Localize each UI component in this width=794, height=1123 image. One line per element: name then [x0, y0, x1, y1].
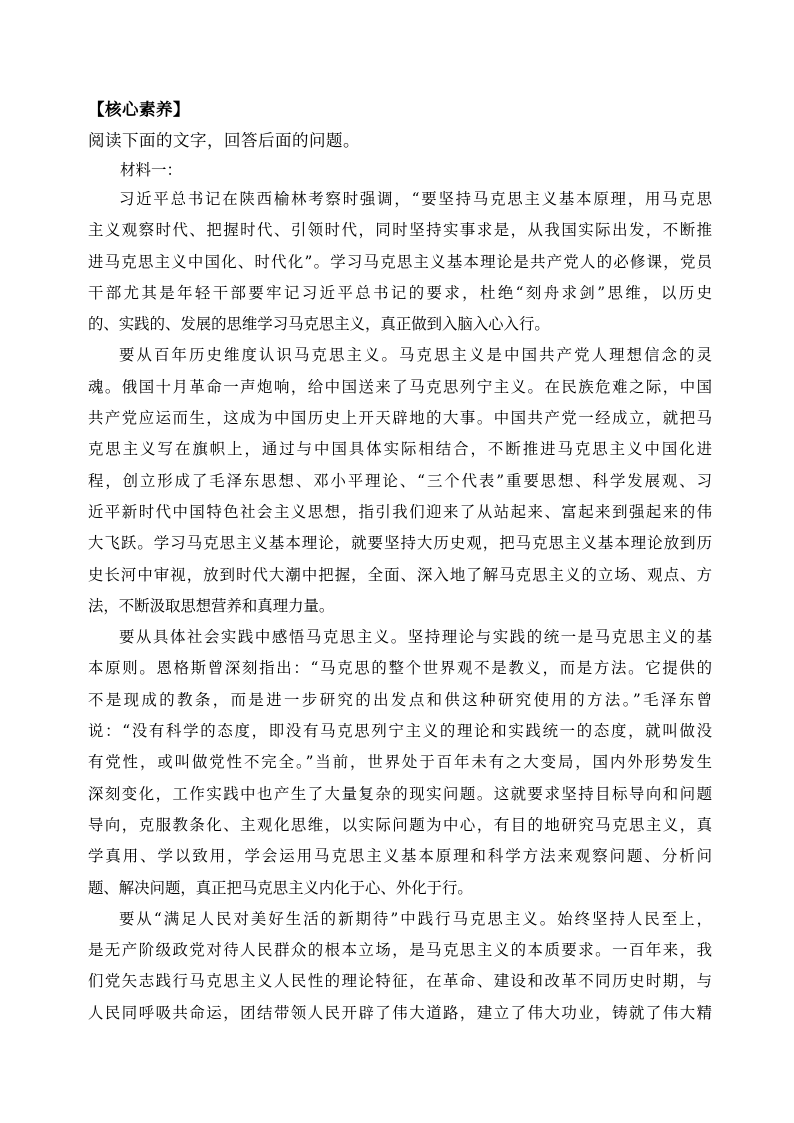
paragraph-1-line: 进马克思主义中国化、时代化”。学习马克思主义基本理论是共产党人的必修课，党员	[88, 252, 712, 271]
paragraph-4-line: 人民同呼吸共命运，团结带领人民开辟了伟大道路，建立了伟大功业，铸就了伟大精	[88, 1003, 712, 1022]
paragraph-2-line: 要从百年历史维度认识马克思主义。马克思主义是中国共产党人理想信念的灵	[119, 346, 712, 365]
paragraph-2-line: 程，创立形成了毛泽东思想、邓小平理论、“三个代表”重要思想、科学发展观、习	[88, 471, 712, 490]
instruction-text: 阅读下面的文字，回答后面的问题。	[88, 131, 360, 150]
paragraph-3-line: 深刻变化，工作实践中也产生了大量复杂的现实问题。这就要求坚持目标导向和问题	[88, 784, 712, 803]
material-label: 材料一：	[120, 161, 183, 179]
section-heading: 【核心素养】	[88, 100, 190, 119]
paragraph-2-line: 大飞跃。学习马克思主义基本理论，就要坚持大历史观，把马克思主义基本理论放到历	[88, 534, 712, 553]
paragraph-2-line: 克思主义写在旗帜上，通过与中国具体实际相结合，不断推进马克思主义中国化进	[88, 440, 712, 459]
paragraph-4-line: 要从“满足人民对美好生活的新期待”中践行马克思主义。始终坚持人民至上，	[119, 909, 712, 928]
paragraph-1-line: 主义观察时代、把握时代、引领时代，同时坚持实事求是，从我国实际出发，不断推	[88, 221, 712, 240]
paragraph-3-line: 有党性，或叫做党性不完全。”当前，世界处于百年未有之大变局，国内外形势发生	[88, 753, 712, 772]
paragraph-2-line: 魂。俄国十月革命一声炮响，给中国送来了马克思列宁主义。在民族危难之际，中国	[88, 377, 712, 396]
paragraph-3-line: 导向，克服教条化、主观化思维，以实际问题为中心，有目的地研究马克思主义，真	[88, 815, 712, 834]
paragraph-2-line: 史长河中审视，放到时代大潮中把握，全面、深入地了解马克思主义的立场、观点、方	[88, 565, 712, 584]
paragraph-1-line: 干部尤其是年轻干部要牢记习近平总书记的要求，杜绝“刻舟求剑”思维，以历史	[88, 283, 712, 302]
article-body	[88, 184, 712, 1029]
paragraph-3-line: 不是现成的教条，而是进一步研究的出发点和供这种研究使用的方法。”毛泽东曾	[88, 690, 712, 709]
paragraph-3-line: 说：“没有科学的态度，即没有马克思列宁主义的理论和实践统一的态度，就叫做没	[88, 722, 712, 741]
paragraph-3-line: 题、解决问题，真正把马克思主义内化于心、外化于行。	[88, 878, 473, 897]
paragraph-1-line: 习近平总书记在陕西榆林考察时强调，“要坚持马克思主义基本原理，用马克思	[119, 190, 712, 208]
paragraph-3-line: 要从具体社会实践中感悟马克思主义。坚持理论与实践的统一是马克思主义的基	[119, 628, 712, 647]
paragraph-4-line: 们党矢志践行马克思主义人民性的理论特征，在革命、建设和改革不同历史时期，与	[88, 972, 712, 991]
paragraph-3-line: 本原则。恩格斯曾深刻指出：“马克思的整个世界观不是教义，而是方法。它提供的	[88, 659, 712, 678]
paragraph-3-line: 学真用、学以致用，学会运用马克思主义基本原理和科学方法来观察问题、分析问	[88, 847, 712, 866]
paragraph-2-line: 法，不断汲取思想营养和真理力量。	[88, 596, 335, 615]
paragraph-4-line: 是无产阶级政党对待人民群众的根本立场，是马克思主义的本质要求。一百年来，我	[88, 941, 712, 960]
paragraph-2-line: 近平新时代中国特色社会主义思想，指引我们迎来了从站起来、富起来到强起来的伟	[88, 502, 712, 521]
paragraph-1-line: 的、实践的、发展的思维学习马克思主义，真正做到入脑入心入行。	[88, 315, 550, 334]
paragraph-2-line: 共产党应运而生，这成为中国历史上开天辟地的大事。中国共产党一经成立，就把马	[88, 409, 712, 428]
